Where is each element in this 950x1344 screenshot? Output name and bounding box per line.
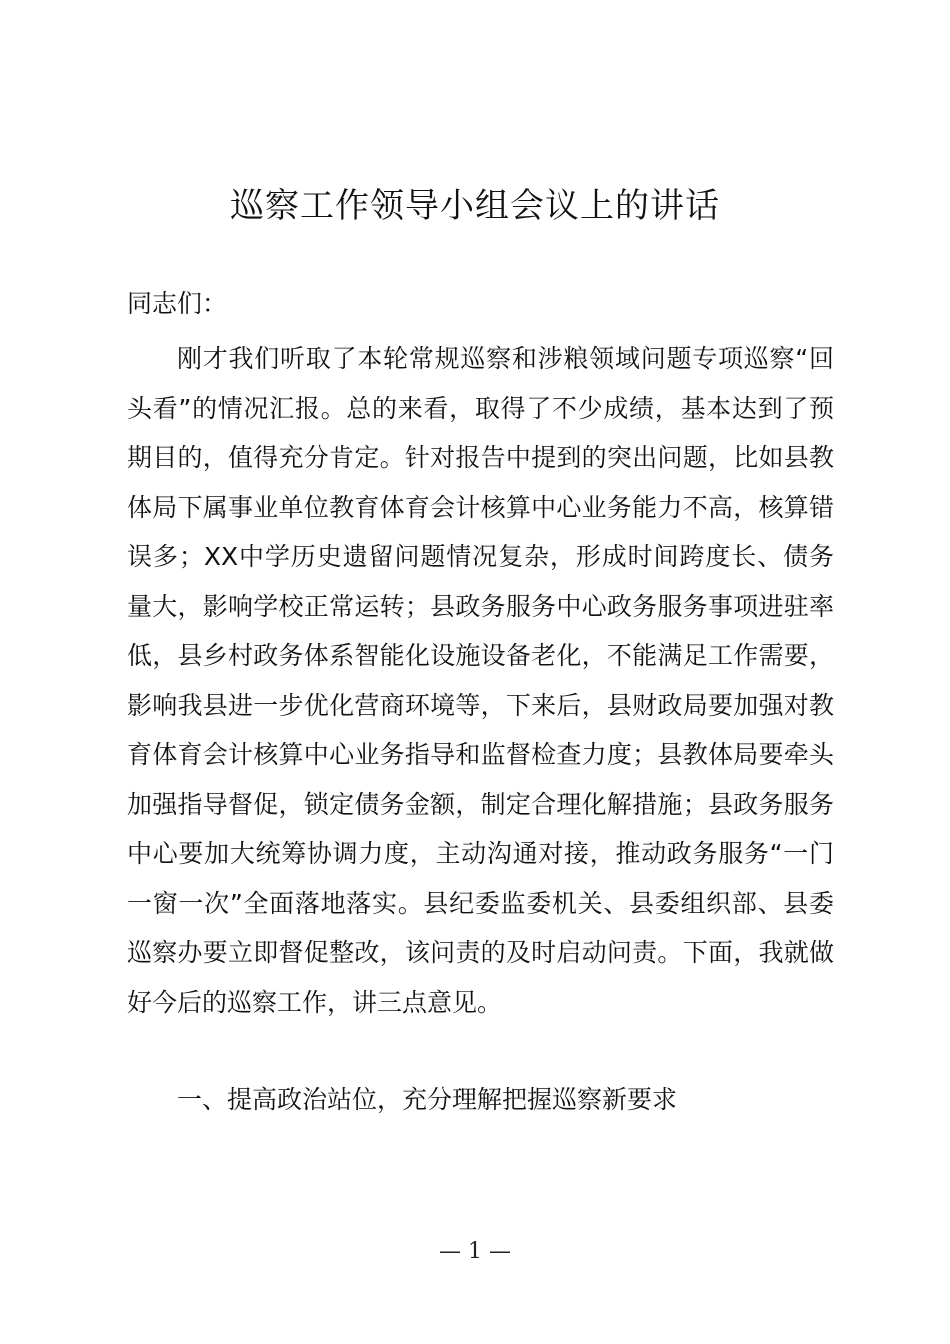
body-paragraph: 刚才我们听取了本轮常规巡察和涉粮领域问题专项巡察“回头看”的情况汇报。总的来看，取得了不少成绩，基本达到了预期目的，值得充分肯定。针对报告中提到的突出问题，比如县教体局下属事业单位教育体育会计核算中心业务能力不高，核算错误多；XX中学历史遗留问题情况复杂，形成时间跨度长、债务量大，影响学校正常运转；县政务服务中心政务服务事项进驻率低，县乡村政务体系智能化设施设备老化，不能满足工作需要，影响我县进一步优化营商环境等，下来后，县财政局要加强对教育体育会计核算中心业务指导和监督检查力度；县教体局要牵头加强指导督促，锁定债务金额，制定合理化解措施；县政务服务中心要加大统筹协调力度，主动沟通对接，推动政务服务“一门一窗一次”全面落地落实。县纪委监委机关、县委组织部、县委巡察办要立即督促整改，该问责的及时启动问责。下面，我就做好今后的巡察工作，讲三点意见。 — [127, 344, 834, 1017]
document-title: 巡察工作领导小组会议上的讲话 — [230, 186, 720, 226]
salutation: 同志们： — [127, 289, 228, 318]
section-heading: 一、提高政治站位，充分理解把握巡察新要求 — [177, 1085, 678, 1114]
page-number: — 1 — — [439, 1239, 511, 1264]
